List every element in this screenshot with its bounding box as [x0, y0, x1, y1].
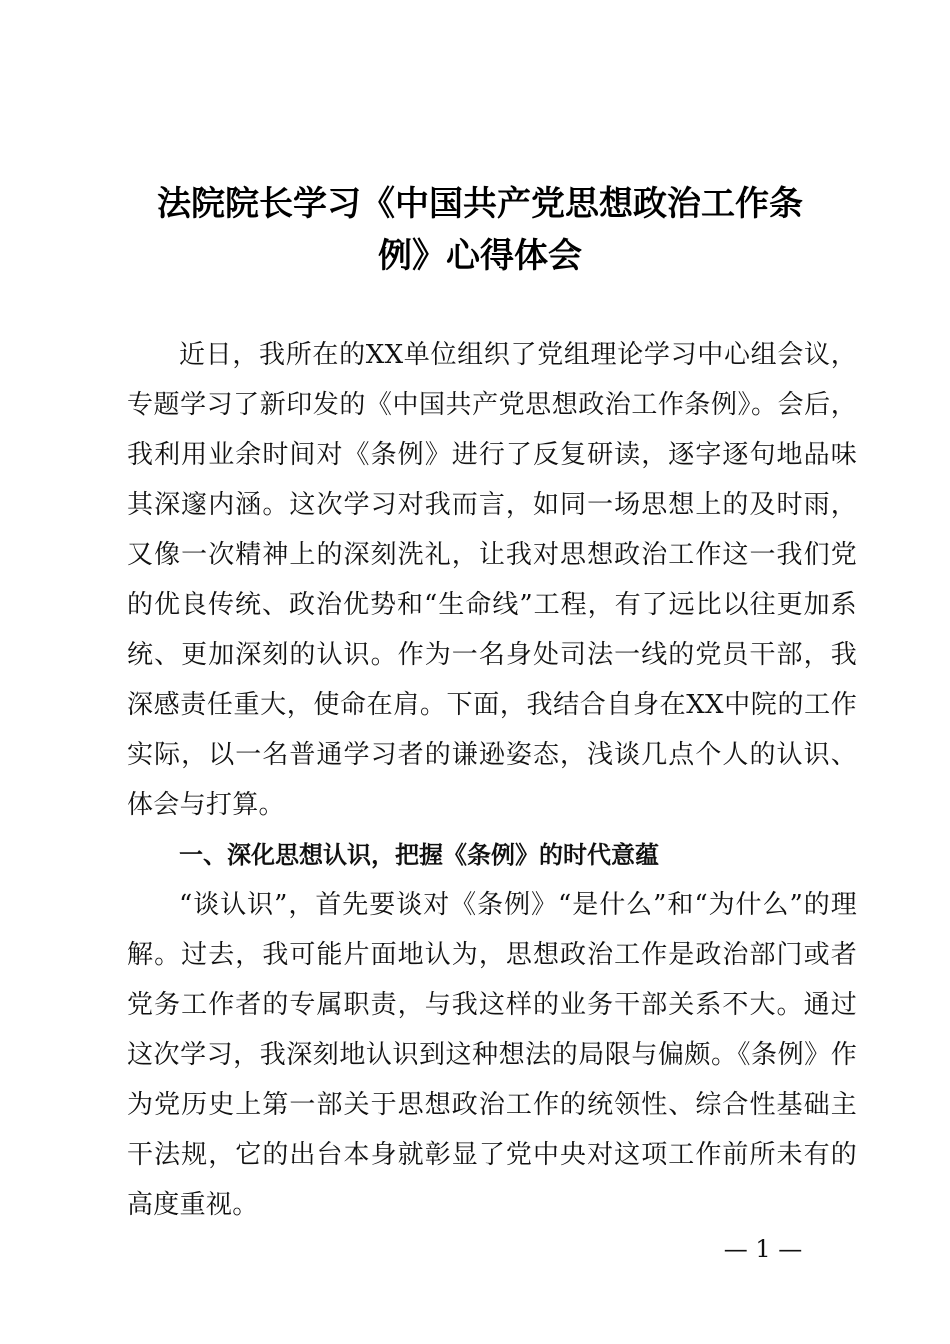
page-number: — 1 —: [723, 1235, 803, 1263]
title-line-1: 法院院长学习《中国共产党思想政治工作条: [157, 184, 803, 224]
title-line-2: 例》心得体会: [378, 236, 582, 276]
section-1-paragraph: “谈认识”，首先要谈对《条例》“是什么”和“为什么”的理解。过去，我可能片面地认为，思想政治工作是政治部门或者党务工作者的专属职责，与我这样的业务干部关系不大。通过这次学习，我深刻地认识到这种想法的局限与偏颇。《条例》作为党历史上第一部关于思想政治工作的统领性、综合性基础主干法规，它的出台本身就彰显了党中央对这项工作前所未有的高度重视。: [127, 890, 857, 1220]
section-heading-1: 一、深化思想认识，把握《条例》的时代意蕴: [179, 841, 659, 869]
document-title: [100, 178, 860, 282]
intro-paragraph: 近日，我所在的XX单位组织了党组理论学习中心组会议，专题学习了新印发的《中国共产党思想政治工作条例》。会后，我利用业余时间对《条例》进行了反复研读，逐字逐句地品味其深邃内涵。这次学习对我而言，如同一场思想上的及时雨，又像一次精神上的深刻洗礼，让我对思想政治工作这一我们党的优良传统、政治优势和“生命线”工程，有了远比以往更加系统、更加深刻的认识。作为一名身处司法一线的党员干部，我深感责任重大，使命在肩。下面，我结合自身在XX中院的工作实际，以一名普通学习者的谦逊姿态，浅谈几点个人的认识、体会与打算。: [127, 340, 857, 820]
document-body: [127, 330, 857, 1230]
